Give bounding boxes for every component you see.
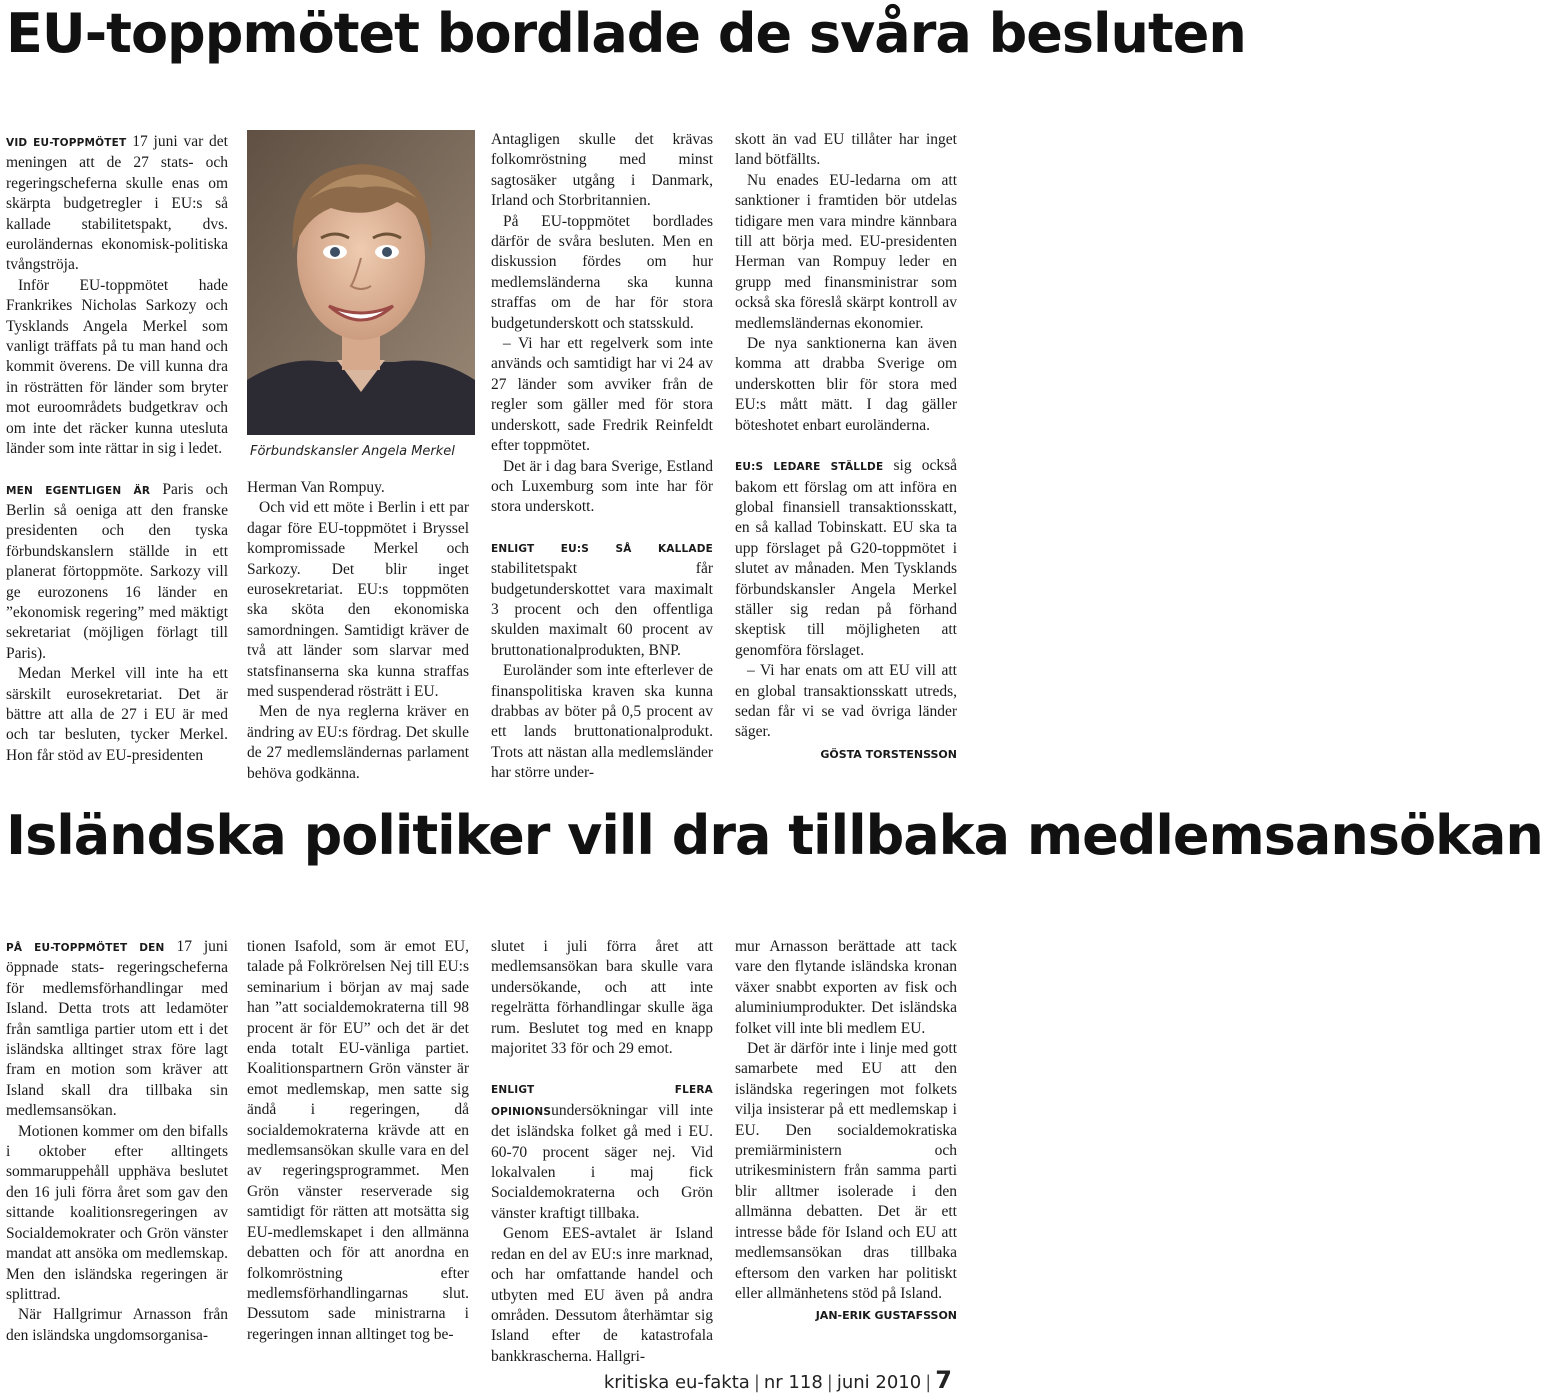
article-headline: Isländska politiker vill dra tillbaka medlemsansökan [6,804,1543,867]
subhead-lead-in: EU:S LEDARE STÄLLDE [735,461,884,474]
page-number: 7 [935,1366,952,1394]
paragraph: På EU-toppmötet bordlades därför de svåra besluten. Men en diskussion fördes om hur medlemsländerna ska kunna straffas om de har för stora budgetunderskott och statsskuld. [491,212,713,332]
portrait-image [247,130,475,435]
paragraph: PÅ EU-TOPPMÖTET DEN 17 juni öppnade stats- regeringscheferna för medlemsförhandlingar med Island. Detta trots att ledamöter från samtliga partier utom ett i det isländska alltinget strax före lagt fram en motion som kräver att Island skall dra tillbaka sin medlemsansökan. [6,938,228,1120]
portrait-photo [247,130,475,435]
lead-in: VID EU-TOPPMÖTET [6,137,127,149]
paragraph: Euroländer som inte efterlever de finanspolitiska kraven ska kunna drabbas av böter på 0,5 procent av ett lands bruttonationalprodukt. Trots att nästan alla medlemsländer har större under- [491,662,713,782]
paragraph: – Vi har ett regelverk som inte används och samtidigt har vi 24 av 27 länder som avviker från de regler som gäller med för stora underskott, sade Fredrik Reinfeldt efter toppmötet. [491,335,713,455]
paragraph: – Vi har enats om att EU vill att en global transaktionsskatt utreds, sedan får vi se vad övriga länder säger. [735,662,957,741]
author-byline: GÖSTA TORSTENSSON [820,747,957,761]
text-column [491,130,713,784]
paragraph: ENLIGT EU:S SÅ KALLADE stabilitetspakt får budgetunderskottet vara maximalt 3 procent och den offentliga skulden maximalt 60 procent av bruttonationalprodukten, BNP. [491,542,713,659]
subhead-lead-in: ENLIGT FLERA OPINIONS [491,1084,713,1118]
paragraph: MEN EGENTLIGEN ÄR Paris och Berlin så oeniga att den franske presidenten och den tyska förbundskanslern ställde in ett planerat förtoppmöte. Sarkozy vill ge eurozonens 16 länder en ”ekonomisk regering” med mäktigt sekretariat (möjligen förlagt till Paris). [6,480,228,662]
paragraph: mur Arnasson berättade att tack vare den flytande isländska kronan växer snabbt exporten av fisk och aluminiumprodukter. Det isländska folket vill inte bli medlem EU. [735,938,957,1037]
photo-caption: Förbundskansler Angela Merkel [250,444,455,459]
page-footer: kritiska eu-fakta | nr 118 | juni 2010 | 7 [603,1366,952,1394]
publication-name: kritiska eu-fakta [603,1372,750,1393]
text-column [247,937,469,1345]
issue-number: nr 118 [763,1372,823,1393]
text-column [735,130,957,765]
subhead-lead-in: ENLIGT EU:S SÅ KALLADE [491,542,713,555]
paragraph: Inför EU-toppmötet hade Frankrikes Nicholas Sarkozy och Tysklands Angela Merkel som vanligt träffats på tu man hand och kommit överens. De vill kunna dra in rösträtten för länder som bryter mot euroområdets budgetkrav och om inte det räcker kunna utesluta länder som inte rättar in sig i ledet. [6,276,228,458]
paragraph: Motionen kommer om den bifalls i oktober efter alltingets sommaruppehåll upphäva beslutet den 16 juli förra året som gav den sittande koalitionsregeringen av Socialdemokrater och Grön vänster mandat att ansöka om medlemskap. Men den isländska regeringen är splittrad. [6,1122,228,1303]
text-column [6,132,228,766]
paragraph: EU:S LEDARE STÄLLDE sig också bakom ett förslag om att införa en global finansiell transaktionsskatt, en så kallad Tobinskatt. EU ska ta upp förslaget på G20-toppmötet i slutet av månaden. Men Tysklands förbundskansler Angela Merkel ställer sig redan på förhand skeptisk till möjligheten att genomföra förslaget. [735,457,957,659]
text-column [247,478,469,784]
article-headline: EU-toppmötet bordlade de svåra besluten [6,2,1246,65]
paragraph: VID EU-TOPPMÖTET 17 juni var det meningen att de 27 stats- och regeringscheferna skulle enas om skärpta budgetregler i EU:s så kallade stabilitetspakt, dvs. euroländernas ekonomisk-politiska tvångströja. [6,133,228,274]
paragraph: De nya sanktionerna kan även komma att drabba Sverige om underskotten blir för stora med EU:s mått mätt. I dag gäller böteshotet enbart euroländerna. [735,335,957,434]
paragraph: Genom EES-avtalet är Island redan en del av EU:s inre marknad, och har omfattande handel och utbyten med EU även på andra områden. Dessutom återhämtar sig Island efter de katastrofala bankkrascherna. Hallgri- [491,1225,713,1365]
paragraph: Nu enades EU-ledarna om att sanktioner i framtiden bör utdelas tidigare men vara mindre kännbara till att börja med. EU-presidenten Herman van Rompuy leder en grupp med finansministrar som också ska föreslå skärpt kontroll av medlemsländernas ekonomier. [735,171,957,332]
paragraph: När Hallgrimur Arnasson från den isländska ungdomsorganisa- [6,1306,228,1344]
lead-in: PÅ EU-TOPPMÖTET DEN [6,942,165,954]
subhead-lead-in: MEN EGENTLIGEN ÄR [6,484,151,497]
paragraph: Och vid ett möte i Berlin i ett par dagar före EU-toppmötet i Bryssel kompromissade Merkel och Sarkozy. Det blir inget eurosekretariat. EU:s toppmöten ska sköta den ekonomiska samordningen. Samtidigt kräver de två att länder som slarvar med statsfinanserna ska kunna straffas med suspenderad rösträtt i EU. [247,499,469,701]
text-column [735,937,957,1327]
issue-date: juni 2010 [836,1372,922,1393]
paragraph: Det är därför inte i linje med gott samarbete med EU att den isländska regeringen mot folkets vilja insisterar på ett medlemskap i EU. Den socialdemokratiska premiärministern och utrikesministern från samma parti blir alltmer isolerade i den allmänna debatten. Det är ett intresse både för Island och EU att medlemsansökan dras tillbaka eftersom den varken har politiskt eller allmänhetens stöd på Island. [735,1040,957,1302]
paragraph: Herman Van Rompuy. [247,479,385,496]
paragraph: Antagligen skulle det krävas folkomröstning med minst sagtosäker utgång i Danmark, Irland och Storbritannien. [491,131,713,210]
paragraph: ENLIGT FLERA OPINIONSundersökningar vill inte det isländska folket gå med i EU. 60-70 procent säger nej. Vid lokalvalen i maj fick Socialdemokraterna och Grön vänster kraftigt tillbaka. [491,1084,713,1222]
author-byline: JAN-ERIK GUSTAFSSON [815,1309,957,1323]
paragraph: Det är i dag bara Sverige, Estland och Luxemburg som inte har för stora underskott. [491,457,713,516]
text-column [6,937,228,1346]
paragraph: skott än vad EU tillåter har inget land bötfällts. [735,131,957,169]
text-column [491,937,713,1367]
paragraph: Medan Merkel vill inte ha ett särskilt eurosekretariat. Det är bättre att alla de 27 i EU är med och tar besluten, tycker Merkel. Hon får stöd av EU-presidenten [6,665,228,764]
paragraph: slutet i juli förra året att medlemsansökan bara skulle vara undersökande, och att inte regelrätta förhandlingar skulle äga rum. Beslutet tog med en knapp majoritet 33 för och 29 emot. [491,938,713,1058]
paragraph: tionen Isafold, som är emot EU, talade på Folkrörelsen Nej till EU:s seminarium i början av maj sade han ”att socialdemokraterna till 98 procent är för EU” och det är det enda totalt EU-vänliga partiet. Koalitionspartnern Grön vänster är emot medlemskap, men satte sig ändå i regeringen, då socialdemokraterna krävde att en medlemsansökan skulle vara en del av regeringsprogrammet. Men Grön vänster reserverade sig samtidigt för rätten att motsätta sig EU-medlemskapet i den allmänna debatten och för att anordna en folkomröstning efter medlemsförhandlingarnas slut. Dessutom sade ministrarna i regeringen innan alltinget tog be- [247,938,469,1343]
paragraph: Men de nya reglerna kräver en ändring av EU:s fördrag. Det skulle de 27 medlemsländernas parlament behöva godkänna. [247,703,469,782]
